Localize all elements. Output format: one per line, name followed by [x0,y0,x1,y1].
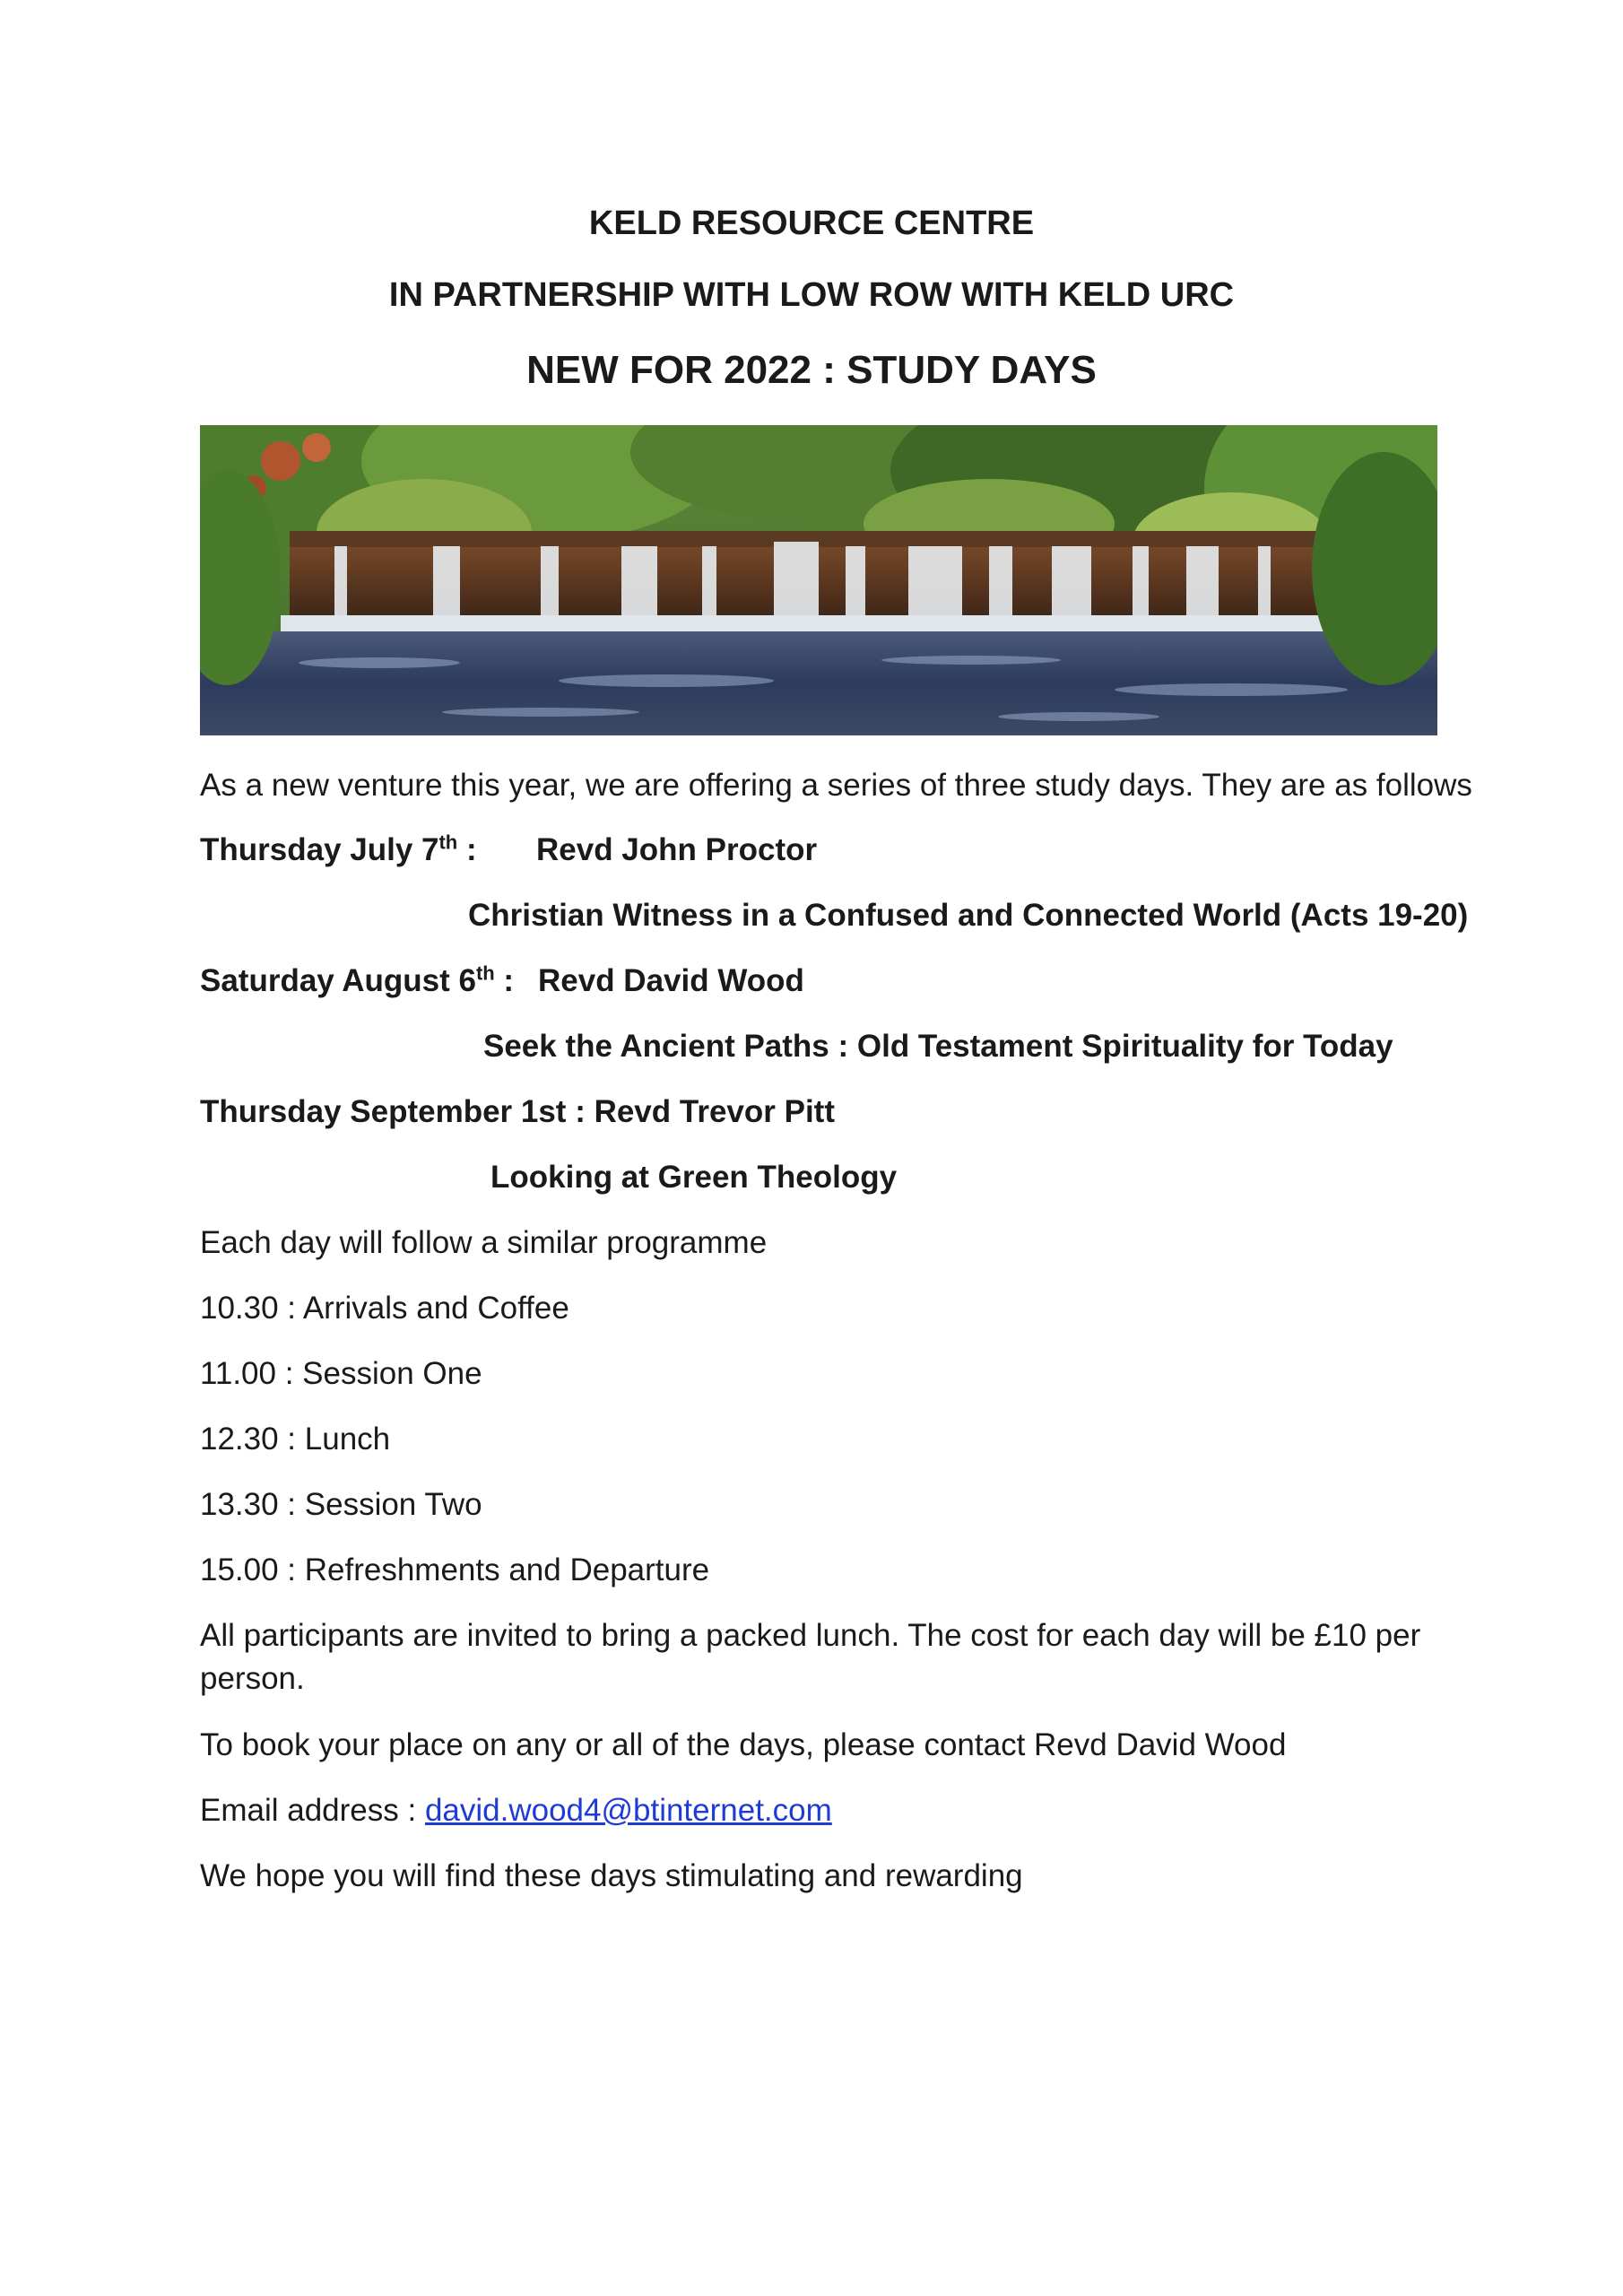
study-day-1-date-ordinal: th [438,831,458,854]
study-day-2-date-colon: : [494,963,515,998]
study-day-2-date-ordinal: th [475,961,495,985]
closing-text: We hope you will find these days stimulating and rewarding [200,1858,1023,1893]
heading-organisation: KELD RESOURCE CENTRE [588,204,1035,242]
page-title: NEW FOR 2022 : STUDY DAYS [526,348,1097,392]
study-day-3-date: Thursday September 1st : Revd Trevor Pitt [200,1094,835,1129]
study-day-1-date-text: Thursday July 7 [200,832,439,867]
study-day-3-topic: Looking at Green Theology [490,1160,898,1195]
email-link[interactable]: david.wood4@btinternet.com [424,1793,832,1828]
study-day-1-speaker: Revd John Proctor [536,832,818,867]
heading-partnership: IN PARTNERSHIP WITH LOW ROW WITH KELD URC [388,276,1235,314]
programme-item: 10.30 : Arrivals and Coffee [200,1291,569,1326]
study-day-2-topic: Seek the Ancient Paths : Old Testament Spirituality for Today [483,1029,1393,1064]
study-day-2-date [200,963,514,999]
study-day-1-date [200,832,477,868]
lunch-note-line2: person. [200,1661,305,1696]
email-label: Email address : [200,1793,425,1828]
intro-text: As a new venture this year, we are offering a series of three study days. They are as follows [200,768,1472,803]
programme-item: 15.00 : Refreshments and Departure [200,1552,710,1587]
email-line [200,1793,832,1829]
lunch-note-line1: All participants are invited to bring a packed lunch. The cost for each day will be £10 per [200,1618,1421,1653]
programme-intro: Each day will follow a similar programme [200,1225,768,1260]
booking-text: To book your place on any or all of the days, please contact Revd David Wood [200,1727,1287,1762]
programme-item: 12.30 : Lunch [200,1422,391,1457]
programme-item: 11.00 : Session One [200,1356,482,1391]
programme-item: 13.30 : Session Two [200,1487,482,1522]
waterfall-photo [200,425,1437,735]
study-day-1-date-colon: : [457,832,477,867]
study-day-2-speaker: Revd David Wood [538,963,804,998]
study-day-1-topic: Christian Witness in a Confused and Connected World (Acts 19-20) [468,898,1469,933]
study-day-2-date-text: Saturday August 6 [200,963,476,998]
